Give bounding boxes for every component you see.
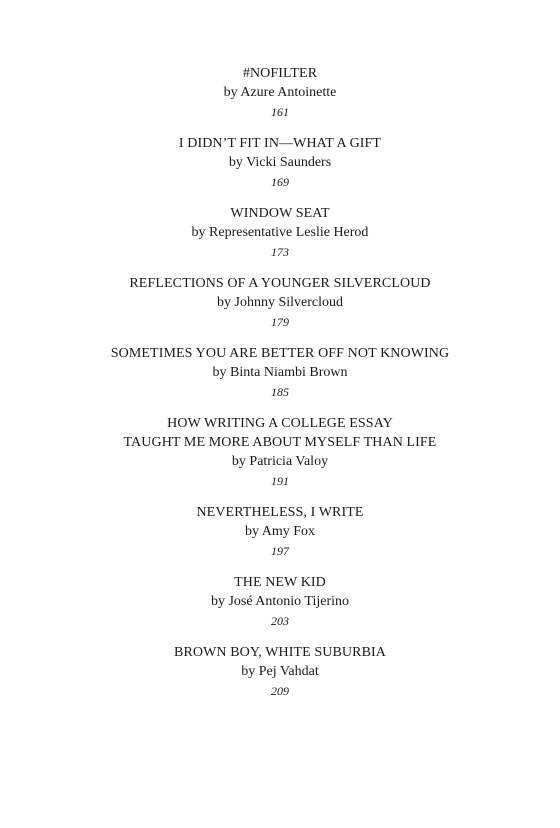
entry-author: by José Antonio Tijerino: [210, 594, 350, 609]
entry-page-number: 185: [271, 385, 289, 399]
entry-title: THE NEW KID: [234, 575, 326, 590]
entry-page-number: 173: [271, 245, 289, 259]
entry-title: #NOFILTER: [242, 66, 318, 81]
entry-title: I DIDN’T FIT IN—WHAT A GIFT: [178, 136, 382, 151]
entry-title-line-2: TAUGHT ME MORE ABOUT MYSELF THAN LIFE: [123, 435, 437, 450]
entry-author: by Johnny Silvercloud: [217, 295, 343, 310]
toc-entry: [0, 134, 560, 192]
entry-page-number: 179: [271, 315, 289, 329]
entry-title: WINDOW SEAT: [230, 206, 330, 221]
toc-entry: [0, 503, 560, 561]
entry-title: BROWN BOY, WHITE SUBURBIA: [174, 645, 386, 660]
toc-entry: [0, 414, 560, 491]
entry-page-number: 191: [271, 474, 289, 488]
toc-entry: [0, 344, 560, 402]
table-of-contents: [0, 64, 560, 713]
entry-author: by Amy Fox: [244, 524, 315, 539]
toc-entry: [0, 274, 560, 332]
entry-author: by Representative Leslie Herod: [191, 225, 369, 240]
entry-page-number: 203: [271, 614, 289, 628]
toc-entry: [0, 573, 560, 631]
entry-page-number: 161: [271, 105, 289, 119]
entry-author: by Binta Niambi Brown: [212, 365, 348, 380]
toc-entry: [0, 204, 560, 262]
entry-title-line-1: HOW WRITING A COLLEGE ESSAY: [167, 416, 393, 431]
entry-author: by Azure Antoinette: [223, 85, 337, 100]
entry-author: by Vicki Saunders: [228, 155, 332, 170]
entry-page-number: 209: [271, 684, 289, 698]
toc-entry: [0, 64, 560, 122]
entry-title: SOMETIMES YOU ARE BETTER OFF NOT KNOWING: [110, 346, 450, 361]
entry-title: REFLECTIONS OF A YOUNGER SILVERCLOUD: [129, 276, 431, 291]
entry-author: by Patricia Valoy: [231, 454, 329, 469]
entry-page-number: 169: [271, 175, 289, 189]
toc-entry: [0, 643, 560, 701]
entry-page-number: 197: [271, 544, 289, 558]
entry-author: by Pej Vahdat: [241, 664, 319, 679]
entry-title: NEVERTHELESS, I WRITE: [196, 505, 364, 520]
